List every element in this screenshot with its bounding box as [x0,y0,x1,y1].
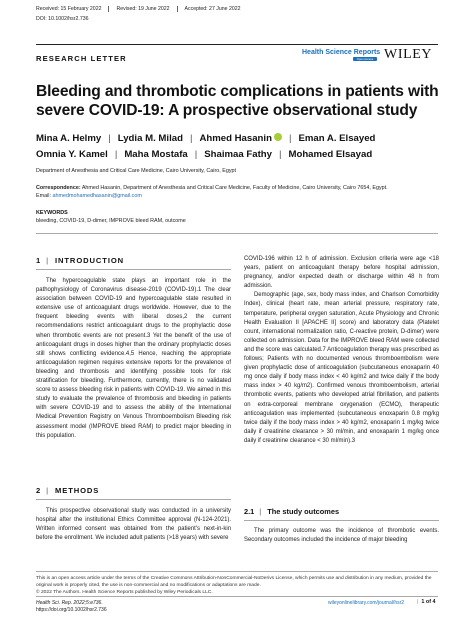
paragraph: COVID-196 within 12 h of admission. Exclusion criteria were age <18 years, patient on anticoagulant therapy before hospital admission, pregnancy, and/or expected death or discharge within 48 h from admission. [244,256,439,290]
section-rule [36,499,231,500]
journal-site-link[interactable]: wileyonlinelibrary.com/journal/hsr2 [328,600,405,606]
subsection-number: 2.1 [244,507,255,516]
author-name[interactable]: Ahmed Hasanin [199,133,272,144]
author-name[interactable]: Omnia Y. Kamel [36,149,108,160]
section-title: METHODS [55,486,100,495]
page-number: | 1 of 4 [417,599,436,605]
journal-reference [36,600,107,614]
publisher-logo: WILEY [384,47,433,62]
revised-date: Revised: 19 June 2022 [116,6,177,12]
doi[interactable]: DOI: 10.1002/hsr2.736 [36,16,89,22]
article-type: RESEARCH LETTER [36,54,127,63]
author-separator: | [278,149,282,160]
citation: Health Sci. Rep. 2022;5:e736. [36,600,103,606]
journal-name: Health Science Reports [302,49,381,56]
open-access-tag: Open Access [353,57,377,61]
section-heading-introduction: 1 | INTRODUCTION [36,256,125,265]
email-label: Email: [36,193,53,199]
section-number: 2 [36,486,42,495]
correspondence-text: Ahmed Hasanin, Department of Anesthesia and Critical Care Medicine, Faculty of Medicine, Cairo University, Cairo 7654, Egypt. [80,185,388,191]
orcid-icon[interactable] [274,133,282,141]
bottom-rule [36,596,438,597]
author-separator: | [189,133,193,144]
author-separator: | [114,149,118,160]
page-label: 1 of 4 [421,599,436,605]
license-notice [36,575,438,596]
author-name[interactable]: Mina A. Helmy [36,133,102,144]
methods-body [36,507,231,543]
author-separator: | [288,133,292,144]
subsection-title: The study outcomes [267,507,340,516]
correspondence [36,184,441,200]
author-name[interactable]: Lydia M. Milad [117,133,183,144]
footer-rule [36,571,438,572]
paragraph: The primary outcome was the incidence of thrombotic events. Secondary outcomes included the incidence of major bleeding [244,528,439,544]
keywords-label: KEYWORDS [36,210,68,216]
journal-doi-link[interactable]: https://doi.org/10.1002/hsr2.736 [36,607,107,613]
keywords: bleeding, COVID-19, D-dimer, IMPROVE bleed RAM, outcome [36,218,186,224]
keywords-rule [36,233,438,234]
article-dates [36,6,255,12]
right-column-body [244,255,439,446]
correspondence-label: Correspondence: [36,185,81,191]
author-list [36,131,441,163]
section-rule [36,269,231,270]
article-title: Bleeding and thrombotic complications in patients with severe COVID-19: A prospective observational study [36,83,439,119]
affiliation: Department of Anesthesia and Critical Care Medicine, Cairo University, Cairo, Egypt [36,168,237,174]
paragraph: The hypercoagulable state plays an important role in the pathophysiology of Coronavirus disease-2019 (COVID-19).1 The clear association between COVID-19 and hypercoagulable state resulted in extensive use of anticoagulant drugs worldwide. However, due to the frequent bleeding events with liberal doses,2 the current recommendations restrict anticoagulant drugs to the prophylactic dose when thrombotic events are not present.3 Yet the benefit of the use of anticoagulant drugs in doses higher than the ordinary prophylactic doses still shows conflicting evidence.4,5 Hence, reaching the appropriate anticoagulation regimen requires extensive reports for the prevalence of bleeding and thrombosis and identifying possible tools for risk stratification for bleeding. Furthermore, currently, there is no validated score to assess bleeding risk in patients with COVID-19. We aimed in this study to evaluate the prevalence of thrombosis and bleeding in patients with severe COVID-19 and to assess the ability of the International Medical Prevention Registry on Venous Thromboembolism Bleeding risk assessment model (IMPROVE bleed RAM) to predict major bleeding in this population. [36,278,231,439]
author-name[interactable]: Maha Mostafa [124,149,188,160]
paragraph: This prospective observational study was conducted in a university hospital after the institutional Ethics Committee approval (N-124-2021). Written informed consent was obtained from the patient's next-in-kin before the enrollment. We included adult patients (>18 years) with severe [36,508,231,542]
author-name[interactable]: Shaimaa Fathy [204,149,272,160]
introduction-body [36,277,231,441]
author-name[interactable]: Eman A. Elsayed [298,133,376,144]
author-line-2 [36,147,441,163]
author-name[interactable]: Mohamed Elsayad [288,149,373,160]
license-text: This is an open access article under the terms of the Creative Commons Attribution-NonCommercial-NoDerivs License, which permits use and distribution in any medium, provided the original work is properly cited, the use is non-commercial and no modifications or adaptations are made. [36,576,432,588]
subsection-heading-outcomes: 2.1 | The study outcomes [244,507,340,516]
header-rule [36,44,438,45]
email-link[interactable]: ahmedmohamedhasanin@gmail.com [52,193,142,199]
section-number: 1 [36,256,42,265]
subsection-rule [244,520,439,521]
author-separator: | [194,149,198,160]
accepted-date: Accepted: 27 June 2022 [184,6,241,12]
outcomes-body [244,527,439,545]
paragraph: Demographic (age, sex, body mass index, and Charlson Comorbidity Index), clinical (heart rate, mean arterial pressure, respiratory rate, temperature, peripheral oxygen saturation, Acute Physiology and Chronic Health Evaluation II [APACHE II] score) and laboratory data (Platelet count, international normalization ratio, C-reactive protein, D-dimer) were collected on admission. Data for the IMPROVE bleed RAM were collected and the score was calculated.7 Anticoagulation therapy was prescribed as follows; Patients with no documented venous thromboembolism were given prophylactic dose of anticoagulation (subcutaneous enoxaparin 40 mg once daily if body mass index < 40 kg/m2 and twice daily if the body mass index > 40 kg/m2). Confirmed venous thromboembolism, arterial thrombotic events, patients who developed atrial fibrillation, and patients on extra-corporeal membrane oxygenation (ECMO), therapeutic anticoagulation was implemented (subcutaneous enoxaparin 0.8 mg/kg twice daily if the body mass index > 40 kg/m2, enoxaparin 1 mg/kg twice daily if creatinine clearance > 30 ml/min, and enoxaparin 1 mg/kg once daily if creatinine clearance < 30 ml/min).3 [244,292,439,444]
author-separator: | [108,133,111,144]
section-heading-methods: 2 | METHODS [36,486,100,495]
received-date: Received: 15 February 2022 [36,6,109,12]
section-title: INTRODUCTION [55,256,125,265]
copyright: © 2022 The Authors. Health Science Reports published by Wiley Periodicals LLC. [36,590,213,595]
author-line-1 [36,131,441,147]
